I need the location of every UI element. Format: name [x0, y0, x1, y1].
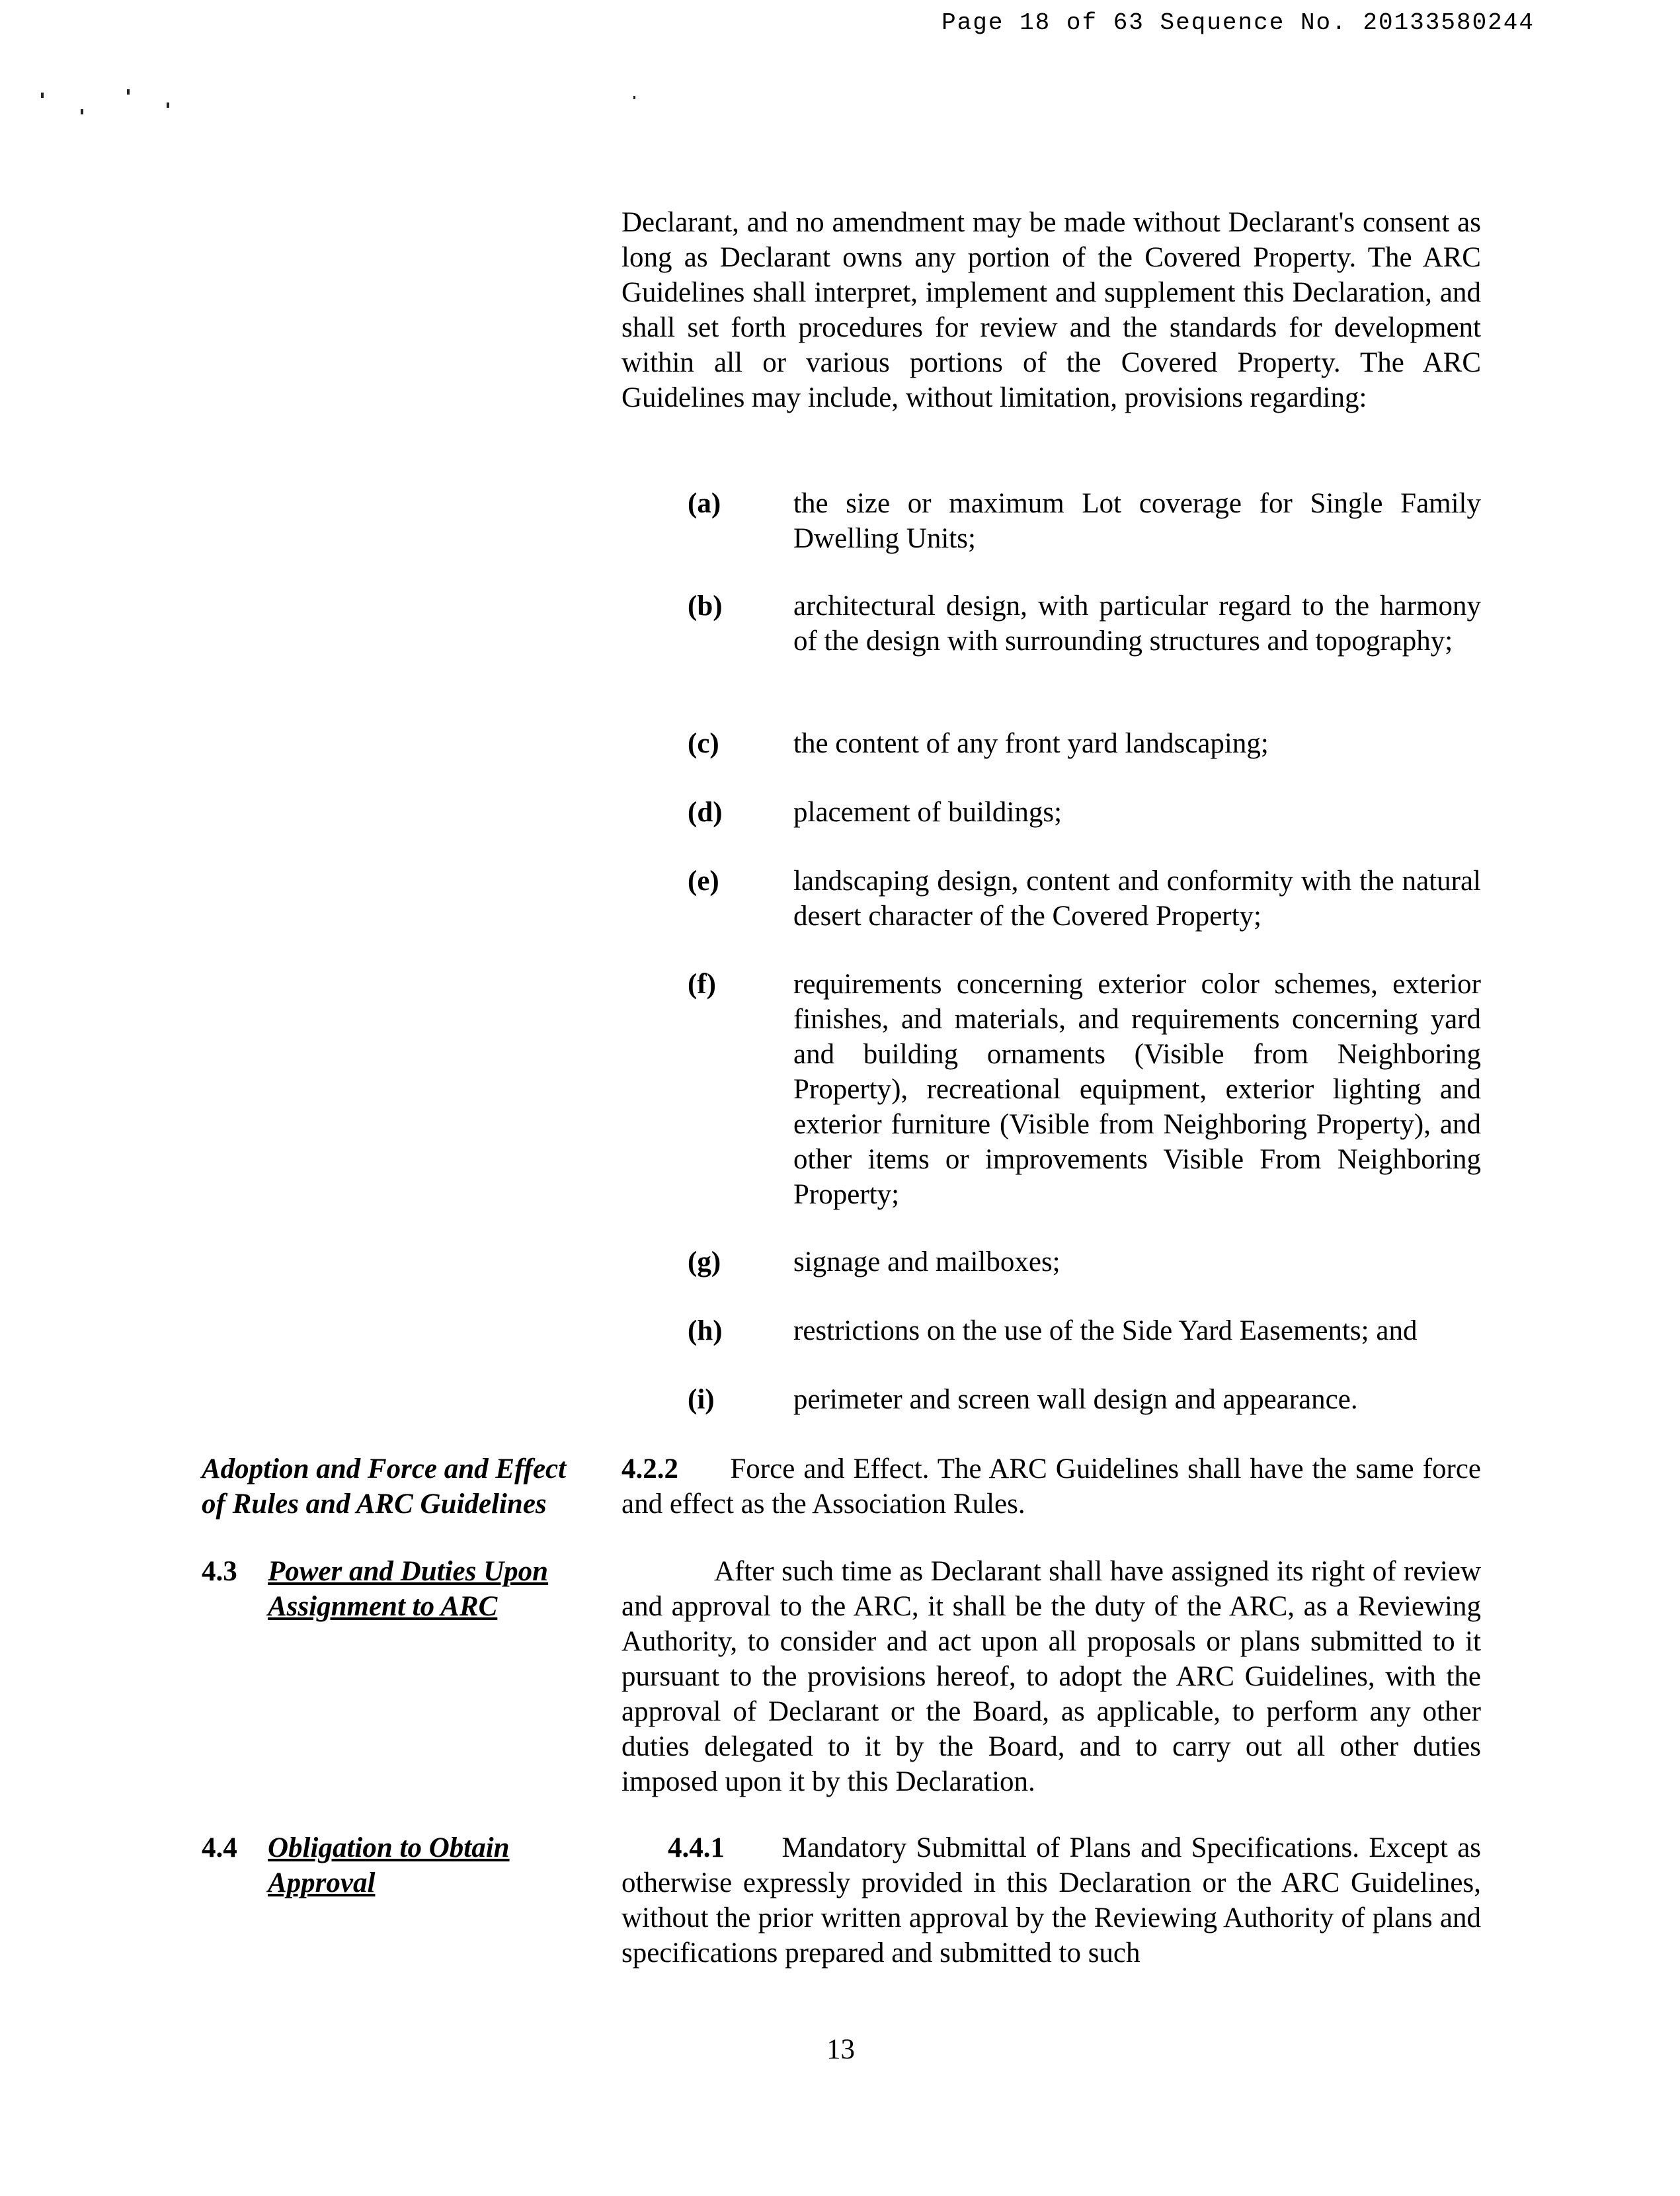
- list-item-label: (h): [688, 1315, 723, 1346]
- list-item-label: (g): [688, 1246, 721, 1278]
- list-item-text: placement of buildings;: [793, 797, 1062, 828]
- list-item-text: the size or maximum Lot coverage for Single Family Dwelling Units;: [793, 488, 1481, 554]
- page-number: 13: [826, 2034, 855, 2065]
- list-item-text: the content of any front yard landscaping;: [793, 728, 1269, 759]
- scan-speck: [81, 109, 83, 114]
- paragraph-4-4-1: [621, 1830, 1481, 1971]
- list-item-label: (c): [688, 728, 719, 759]
- section-title-line: Approval: [268, 1867, 376, 1898]
- list-item-text: restrictions on the use of the Side Yard Easements; and: [793, 1315, 1418, 1346]
- paragraph-number: 4.2.2: [621, 1453, 678, 1484]
- list-item-label: (f): [688, 969, 716, 1000]
- side-heading-line: Adoption and Force and Effect: [202, 1453, 567, 1484]
- side-heading-line: of Rules and ARC Guidelines: [202, 1488, 547, 1520]
- paragraph-text: Force and Effect. The ARC Guidelines shall have the same force and effect as the Association Rules.: [621, 1453, 1482, 1520]
- scan-speck: [41, 93, 44, 98]
- section-title: [268, 1830, 585, 1900]
- scan-speck: [127, 89, 130, 95]
- list-item-text: landscaping design, content and conformity with the natural desert character of the Covered Property;: [793, 866, 1481, 932]
- section-title-line: Power and Duties Upon: [268, 1556, 549, 1587]
- section-title-line: Assignment to ARC: [268, 1591, 498, 1622]
- list-item-label: (d): [688, 797, 723, 828]
- scan-speck: [167, 102, 169, 108]
- section-number: 4.4: [202, 1832, 237, 1863]
- section-title-line: Obligation to Obtain: [268, 1832, 510, 1863]
- list-item-text: signage and mailboxes;: [793, 1246, 1060, 1278]
- list-item-label: (a): [688, 488, 721, 519]
- list-item-label: (b): [688, 590, 723, 622]
- paragraph-text: After such time as Declarant shall have assigned its right of review and approval to the ARC, it shall be the duty of the ARC, as a Reviewing Authority, to consider and act upon all proposals or plans submitted to it pursuant to the provisions hereof, to adopt the ARC Guidelines, with the approval of Declarant or the Board, as applicable, to perform any other duties delegated to it by the Board, and to carry out all other duties imposed upon it by this Declaration.: [621, 1556, 1481, 1797]
- list-item-text: architectural design, with particular regard to the harmony of the design with surrounding structures and topography;: [793, 590, 1481, 657]
- side-heading-adoption: [202, 1451, 598, 1522]
- lead-paragraph: Declarant, and no amendment may be made without Declarant's consent as long as Declarant owns any portion of the Covered Property. The ARC Guidelines shall interpret, implement and supplement this Declaration, and shall set forth procedures for review and the standards for development within all or various portions of the Covered Property. The ARC Guidelines may include, without limitation, provisions regarding:: [621, 207, 1481, 413]
- section-number: 4.3: [202, 1556, 237, 1587]
- list-item-text: requirements concerning exterior color schemes, exterior finishes, and materials, and requirements concerning yard and building ornaments (Visible from Neighboring Property), recreational equipment, exterior lighting and exterior furniture (Visible from Neighboring Property), and other items or improvements Visible From Neighboring Property;: [793, 969, 1481, 1210]
- paragraph-4-3: [621, 1554, 1481, 1799]
- paragraph-text: Mandatory Submittal of Plans and Specifications. Except as otherwise expressly provided in this Declaration or the ARC Guidelines, without the prior written approval by the Reviewing Authority of plans and specifications prepared and submitted to such: [621, 1832, 1482, 1969]
- list-item-text: perimeter and screen wall design and appearance.: [793, 1384, 1358, 1415]
- scan-speck: [633, 96, 635, 99]
- section-title: [268, 1554, 585, 1624]
- paragraph-number: 4.4.1: [668, 1832, 725, 1863]
- list-item-label: (e): [688, 866, 719, 897]
- list-item-label: (i): [688, 1384, 715, 1415]
- page-sequence-header: Page 18 of 63 Sequence No. 20133580244: [941, 9, 1535, 36]
- paragraph-4-2-2: [621, 1451, 1481, 1522]
